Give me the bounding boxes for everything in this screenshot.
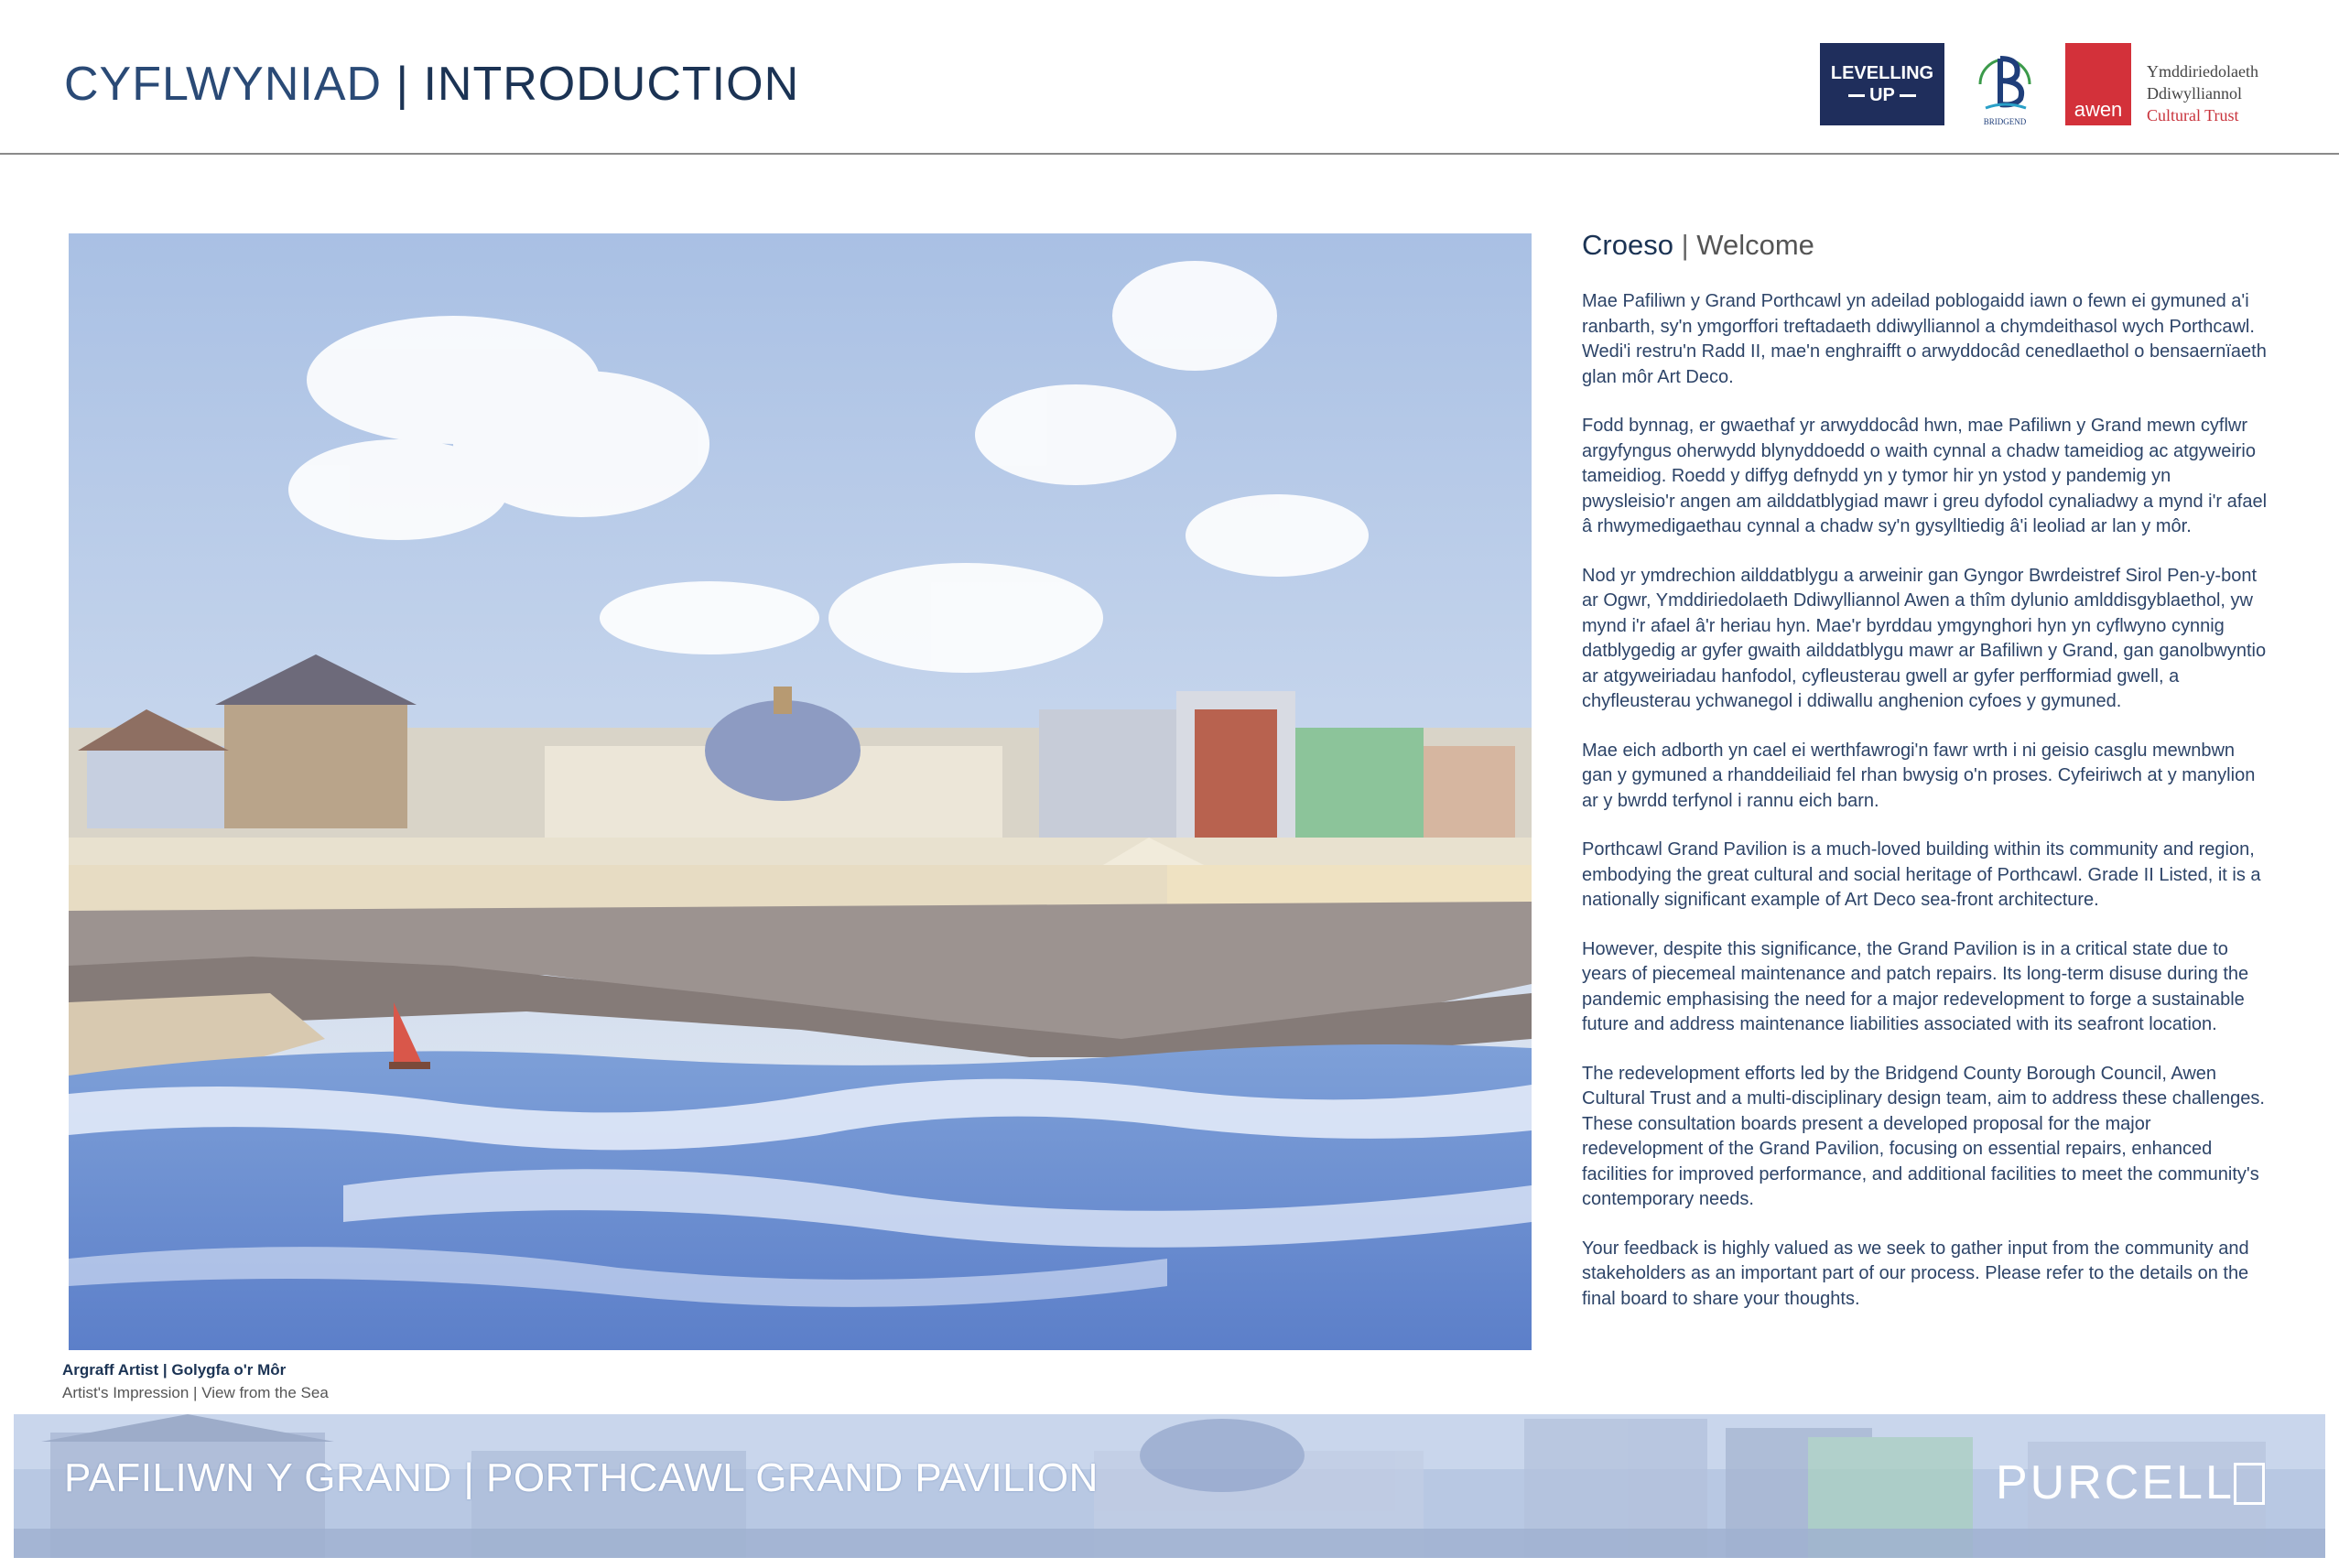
- welcome-paragraph-4-welsh: Mae eich adborth yn cael ei werthfawrogi'n fawr wrth i ni geisio casglu mewnbwn gan y gymuned a rhanddeiliaid fel rhan bwysig o'n proses. Cyfeiriwch at y manylion ar y bwrdd terfynol i rannu eich barn.: [1582, 740, 2256, 811]
- awen-trust-line3: Cultural Trust: [2147, 106, 2239, 124]
- levelling-up-logo-line2: UP: [1869, 85, 1895, 105]
- awen-logo-text: awen: [2074, 98, 2123, 121]
- welcome-paragraph-2-english: However, despite this significance, the Grand Pavilion is in a critical state due to years of piecemeal maintenance and patch repairs. Its long-term disuse during the pandemic emphasising the need for a major redevelopment to forge a sustainable future and address maintenance liabilities associated with its seafront location.: [1582, 938, 2249, 1034]
- page-title-english: INTRODUCTION: [423, 58, 800, 111]
- artwork-caption-english: Artist's Impression | View from the Sea: [62, 1384, 329, 1401]
- page-title-separator: |: [395, 58, 410, 111]
- page-header: [0, 0, 2339, 156]
- welcome-paragraph-1-welsh: Mae Pafiliwn y Grand Porthcawl yn adeilad poblogaidd iawn o fewn ei gymuned a'i ranbarth, sy'n ymgorffori treftadaeth ddiwylliannol a chymdeithasol wych Porthcawl. Wedi'i restru'n Radd II, mae'n enghraifft o arwyddocâd cenedlaethol o bensaernïaeth glan môr Art Deco.: [1582, 291, 2267, 387]
- welcome-paragraph-2-welsh: Fodd bynnag, er gwaethaf yr arwyddocâd hwn, mae Pafiliwn y Grand mewn cyflwr argyfyngus oherwydd blynyddoedd o waith cynnal a chadw tameidiog ac atgyweirio tameidiog. Roedd y diffyg defnydd yn y tymor hir yn ystod y pandemig yn pwysleisio'r angen am ailddatblygiad mawr i greu dyfodol cynaliadwy a mynd i'r afael â rhwymedigaethau cynnal a chadw sy'n gysylltiedig â'i leoliad ar lan y môr.: [1582, 416, 2268, 536]
- sea: [69, 1044, 1532, 1350]
- purcell-mark-icon: [2234, 1463, 2265, 1505]
- levelling-up-logo: [1820, 43, 1944, 125]
- awen-trust-name: [2147, 60, 2258, 126]
- welcome-paragraph-4-english: Your feedback is highly valued as we seek to gather input from the community and stakeholders as an important part of our process. Please refer to the details on the final board to share your thoughts.: [1582, 1238, 2249, 1309]
- artwork-caption: [62, 1358, 329, 1404]
- welcome-paragraph-3-welsh: Nod yr ymdrechion ailddatblygu a arweinir gan Gyngor Bwrdeistref Sirol Pen-y-bont ar Ogwr, Ymddiriedolaeth Ddiwylliannol Awen a thîm dylunio amlddisgyblaethol, yw mynd i'r afael â'r heriau hyn. Mae'r byrddau ymgynghori hyn yn cyflwyno cynnig datblygedig ar gyfer gwaith ailddatblygu mawr ar Bafiliwn y Grand, gan ganolbwyntio ar atgyweiriadau hanfodol, cyfleusterau gwell ar gyfer perfformiad gwell, a chyfleusterau ychwanegol i ddiwallu anghenion cyfoes y gymuned.: [1582, 565, 2267, 711]
- welcome-paragraph-3-english: The redevelopment efforts led by the Bridgend County Borough Council, Awen Cultural Trust and a multi-disciplinary design team, aim to address these challenges. These consultation boards present a developed proposal for the major redevelopment of the Grand Pavilion, focusing on essential repairs, enhanced facilities for improved performance, and additional facilities to meet the community's contemporary needs.: [1582, 1063, 2265, 1209]
- footer-title: PAFILIWN Y GRAND | PORTHCAWL GRAND PAVILION: [64, 1455, 1099, 1500]
- welcome-heading-welsh: Croeso: [1582, 229, 1673, 261]
- welcome-paragraph-1-english: Porthcawl Grand Pavilion is a much-loved building within its community and region, embodying the great cultural and social heritage of Porthcawl. Grade II Listed, it is a nationally significant example of Art Deco sea-front architecture.: [1582, 839, 2261, 910]
- awen-logo: [2065, 43, 2131, 125]
- page-title-welsh: CYFLWYNIAD: [64, 58, 383, 111]
- awen-trust-line2: Ddiwylliannol: [2147, 84, 2242, 103]
- welcome-heading: [1582, 229, 2269, 262]
- artist-impression-painting: [69, 233, 1532, 1350]
- bridgend-logo-text: BRIDGEND: [1983, 117, 2027, 126]
- bridgend-council-logo: [1973, 40, 2037, 130]
- page-title: [64, 57, 799, 112]
- levelling-up-logo-line1: LEVELLING: [1830, 63, 1934, 83]
- welcome-text-column: [1582, 229, 2269, 1336]
- welcome-heading-english: Welcome: [1696, 229, 1814, 261]
- artwork-caption-welsh: Argraff Artist | Golygfa o'r Môr: [62, 1361, 287, 1379]
- welcome-heading-separator: |: [1681, 229, 1689, 261]
- header-divider: [0, 153, 2339, 155]
- awen-trust-line1: Ymddiriedolaeth: [2147, 62, 2258, 81]
- purcell-logo: PURCELL: [1996, 1456, 2235, 1509]
